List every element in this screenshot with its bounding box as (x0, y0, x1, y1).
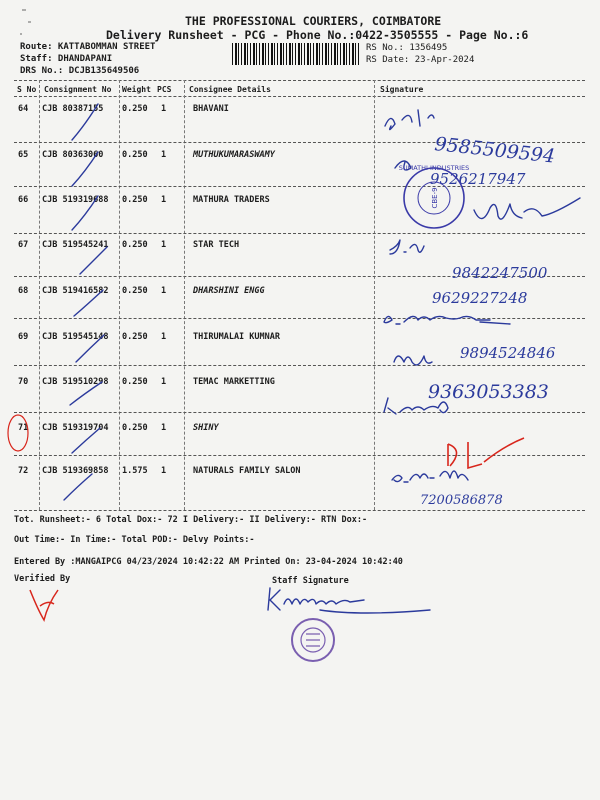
row-pcs: 1 (161, 286, 167, 296)
row-pcs: 1 (161, 104, 167, 114)
row-sno: 71 (18, 423, 29, 433)
row-consignment: CJB 519545241 (42, 240, 109, 250)
handwritten-phone: 9526217947 (430, 170, 526, 188)
tick-mark (74, 290, 103, 316)
row-weight: 0.250 (122, 104, 148, 114)
signature-scribble (390, 240, 424, 254)
row-weight: 1.575 (122, 466, 148, 476)
row-pcs: 1 (161, 332, 167, 342)
staff-stamp (292, 619, 334, 661)
row-sno: 64 (18, 104, 29, 114)
col-header-sno: S No (17, 85, 37, 94)
row-consignment: CJB 519545148 (42, 332, 109, 342)
row-sno: 72 (18, 466, 29, 476)
tick-mark (76, 335, 104, 362)
row-weight: 0.250 (122, 286, 148, 296)
summary-times: Out Time:- In Time:- Total POD:- Delvy Points:- (14, 535, 255, 545)
row-consignee: TEMAC MARKETTING (193, 377, 275, 387)
route-label: Route: KATTABOMMAN STREET (20, 42, 156, 52)
col-header-consignment: Consignment No (44, 85, 112, 94)
signature-scribble (385, 110, 434, 130)
row-sno: 68 (18, 286, 29, 296)
row-sno: 65 (18, 150, 29, 160)
row-pcs: 1 (161, 377, 167, 387)
signature-scribble (392, 471, 468, 482)
svg-text:SUMATHI INDUSTRIES: SUMATHI INDUSTRIES (398, 164, 470, 172)
handwritten-phone: 9585509594 (433, 133, 557, 168)
row-consignee: MUTHUKUMARASWAMY (193, 150, 275, 160)
row-consignee: BHAVANI (193, 104, 229, 114)
entered-by: Entered By :MANGAIPCG 04/23/2024 10:42:22 AM Printed On: 23-04-2024 10:42:40 (14, 557, 403, 567)
row-consignee: SHINY (193, 423, 219, 433)
row-consignee: STAR TECH (193, 240, 240, 250)
row-pcs: 1 (161, 150, 167, 160)
dl-mark (448, 438, 524, 468)
row-consignment: CJB 80387155 (42, 104, 104, 114)
row-sno: 69 (18, 332, 29, 342)
signature-scribble (384, 316, 510, 324)
tick-mark (72, 428, 100, 453)
handwritten-phone: 7200586878 (420, 493, 503, 508)
row-consignment: CJB 519319688 (42, 195, 109, 205)
staff-signature-label: Staff Signature (272, 576, 349, 586)
handwritten-phone: 9629227248 (432, 289, 528, 307)
col-header-signature: Signature (380, 85, 424, 94)
tick-mark (72, 196, 98, 230)
row-consignment: CJB 519416582 (42, 286, 109, 296)
row-weight: 0.250 (122, 423, 148, 433)
row-sno: 66 (18, 195, 29, 205)
handwritten-phone: 9363053383 (428, 381, 549, 403)
row-weight: 0.250 (122, 195, 148, 205)
row-sno: 67 (18, 240, 29, 250)
row-weight: 0.250 (122, 240, 148, 250)
row-consignee: THIRUMALAI KUMNAR (193, 332, 280, 342)
tick-mark (72, 104, 98, 140)
row-consignment: CJB 519510298 (42, 377, 109, 387)
tick-mark (72, 152, 98, 186)
handwritten-phone: 9894524846 (460, 344, 556, 362)
col-header-pcs: PCS (157, 85, 172, 94)
drs-label: DRS No.: DCJB135649506 (20, 66, 140, 76)
company-title: THE PROFESSIONAL COURIERS, COIMBATORE (185, 14, 442, 28)
tick-mark (70, 382, 102, 405)
rs-date: RS Date: 23-Apr-2024 (366, 55, 475, 65)
col-header-weight: Weight (122, 85, 151, 94)
row-pcs: 1 (161, 423, 167, 433)
handwritten-phone: 9842247500 (452, 264, 548, 282)
signature-scribble (474, 198, 580, 219)
row-pcs: 1 (161, 466, 167, 476)
verified-by-label: Verified By (14, 574, 71, 584)
tick-mark (80, 247, 107, 274)
row-weight: 0.250 (122, 377, 148, 387)
rs-number: RS No.: 1356495 (366, 43, 448, 53)
runsheet-subtitle: Delivery Runsheet - PCG - Phone No.:0422-3505555 - Page No.:6 (106, 28, 529, 42)
row-sno: 70 (18, 377, 29, 387)
row-consignment: CJB 80363060 (42, 150, 104, 160)
row-consignment: CJB 519369858 (42, 466, 109, 476)
tick-mark (64, 474, 92, 500)
red-circle-mark (8, 415, 28, 451)
row-weight: 0.250 (122, 332, 148, 342)
row-pcs: 1 (161, 195, 167, 205)
row-consignment: CJB 519319704 (42, 423, 109, 433)
summary-totals: Tot. Runsheet:- 6 Total Dox:- 72 I Delivery:- II Delivery:- RTN Dox:- (14, 515, 368, 525)
row-consignee: MATHURA TRADERS (193, 195, 270, 205)
staff-signature (268, 588, 430, 613)
row-consignee: NATURALS FAMILY SALON (193, 466, 301, 476)
staff-label: Staff: DHANDAPANI (20, 54, 113, 64)
verified-mark (30, 590, 58, 620)
row-weight: 0.250 (122, 150, 148, 160)
col-header-consignee: Consignee Details (189, 85, 271, 94)
svg-text:CBE-9: CBE-9 (431, 187, 439, 209)
row-pcs: 1 (161, 240, 167, 250)
signature-scribble (394, 356, 432, 365)
row-consignee: DHARSHINI ENGG (193, 286, 265, 296)
